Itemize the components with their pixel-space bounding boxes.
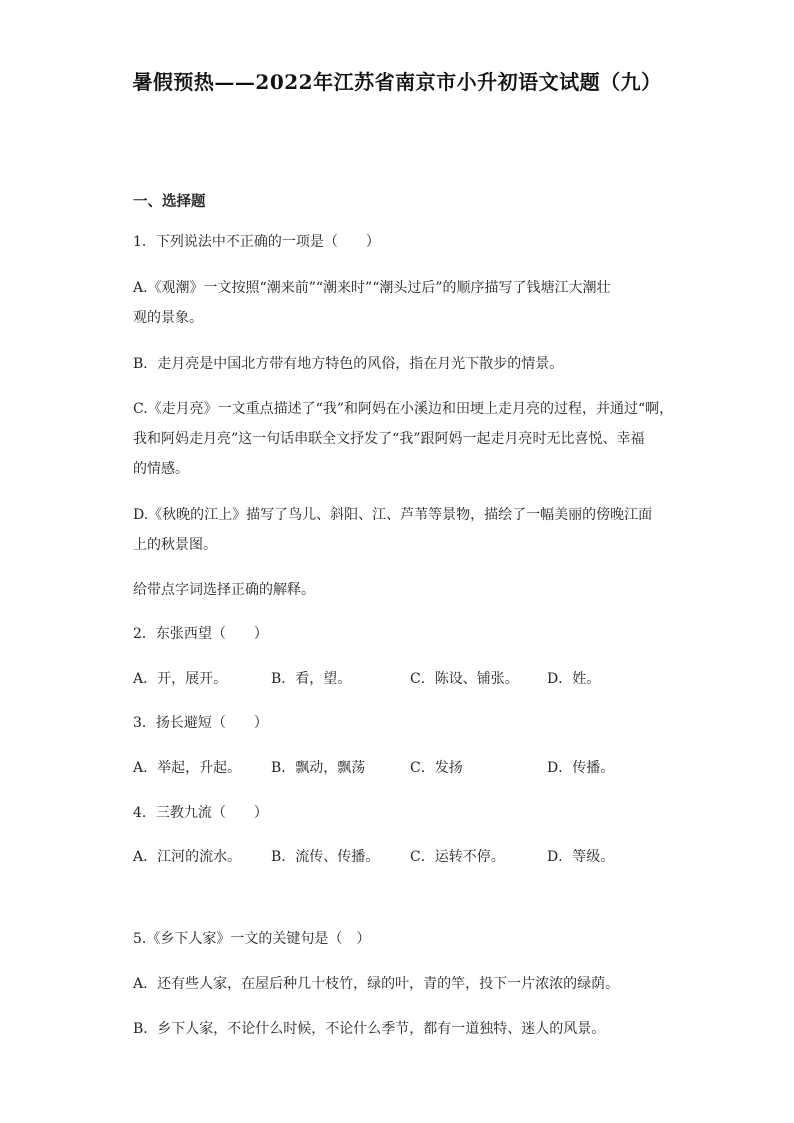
instruction-text: 给带点字词选择正确的解释。 [133,582,315,598]
question-5-option-b: B．乡下人家，不论什么时候，不论什么季节，都有一道独特、迷人的风景。 [133,1021,606,1037]
question-2-option-d: D．姓。 [547,671,601,687]
question-1-option-d-line2: 上的秋景图。 [133,537,217,553]
page-title: 暑假预热——2022年江苏省南京市小升初语文试题（九） [132,70,662,94]
question-5-stem: 5.《乡下人家》一文的关键句是（ ） [133,931,371,947]
question-4-stem: 4．三教九流（ ） [133,805,268,821]
question-1-option-c-line3: 的情感。 [133,461,189,477]
question-4-option-c: C．运转不停。 [410,849,505,865]
question-2-option-b: B．看，望。 [271,671,352,687]
question-2-option-c: C．陈设、铺张。 [410,671,519,687]
question-1-option-d-line1: D.《秋晚的江上》描写了鸟儿、斜阳、江、芦苇等景物，描绘了一幅美丽的傍晚江面 [133,507,653,523]
question-2-option-a: A．开，展开。 [133,671,228,687]
section-heading: 一、选择题 [133,193,206,210]
question-3-stem: 3．扬长避短（ ） [133,715,268,731]
question-2-stem: 2．东张西望（ ） [133,626,268,642]
question-4-option-b: B．流传、传播。 [271,849,380,865]
question-5-option-a: A．还有些人家，在屋后种几十枝竹，绿的叶，青的竿，投下一片浓浓的绿荫。 [133,976,620,992]
question-3-option-d: D．传播。 [547,760,615,776]
question-3-option-a: A．举起，升起。 [133,760,242,776]
question-1-option-c-line2: 我和阿妈走月亮”这一句话串联全文抒发了“我”跟阿妈一起走月亮时无比喜悦、幸福 [133,431,645,447]
question-3-option-b: B．飘动，飘荡 [271,760,366,776]
question-1-option-b: B．走月亮是中国北方带有地方特色的风俗，指在月光下散步的情景。 [133,356,564,372]
question-1-option-a-line1: A.《观潮》一文按照“潮来前”“潮来时”“潮头过后”的顺序描写了钱塘江大潮壮 [133,280,611,296]
question-3-option-c: C．发扬 [410,760,463,776]
question-1-option-a-line2: 观的景象。 [133,310,203,326]
question-4-option-d: D．等级。 [547,849,615,865]
question-1-stem: 1．下列说法中不正确的一项是（ ） [133,234,380,250]
question-1-option-c-line1: C.《走月亮》一文重点描述了“我”和阿妈在小溪边和田埂上走月亮的过程，并通过“啊， [133,401,674,417]
question-4-option-a: A．江河的流水。 [133,849,242,865]
